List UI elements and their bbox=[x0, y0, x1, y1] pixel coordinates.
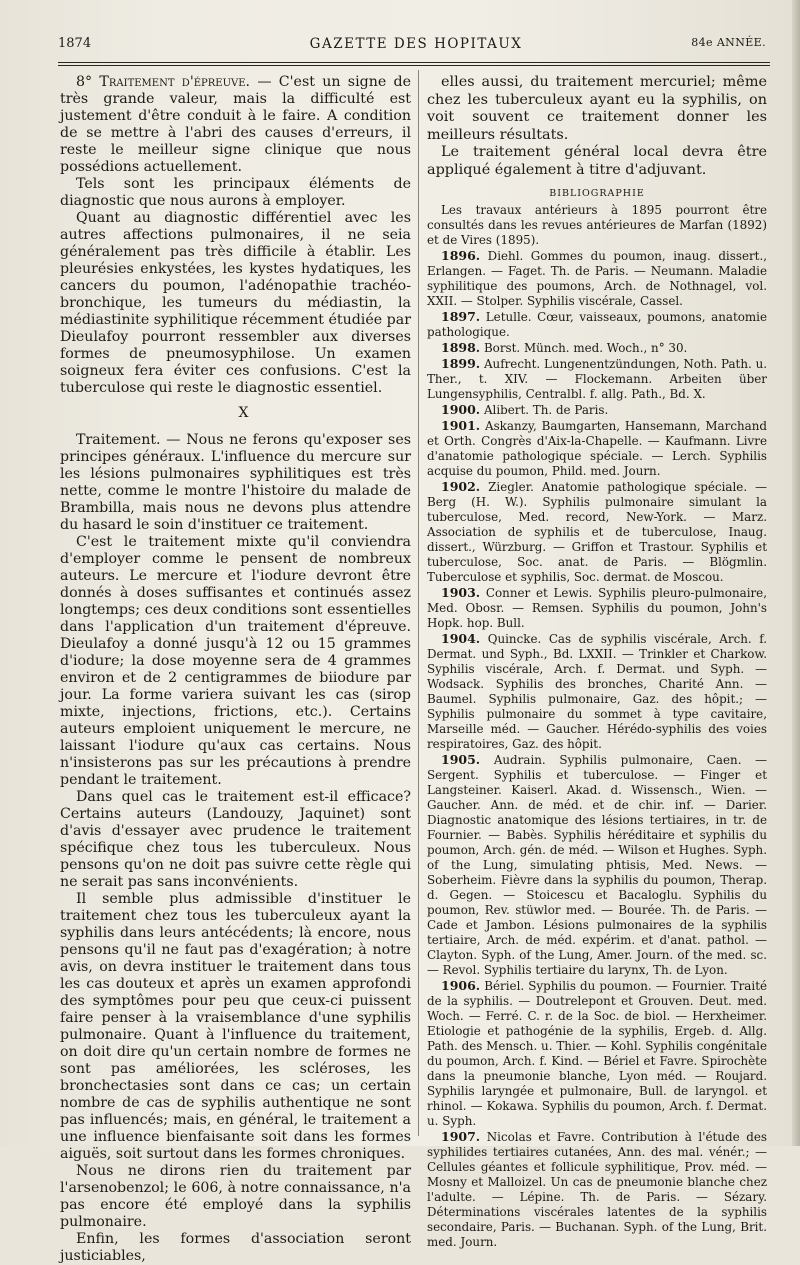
bibliography-year: 1900. bbox=[441, 402, 481, 417]
bibliography-year: 1904. bbox=[441, 631, 481, 646]
bibliography-text: Nicolas et Favre. Contribution à l'étude des syphilides tertiaires cutanées, Ann. des mal. vénér.; — Cellules géantes et follicule syphilitique, Prov. méd. — Mosny et Malloizel. Un cas de pneumonie blanche chez l'adulte. — Lépine. Th. de Paris. — Sézary. Déterminations viscérales latentes de la syphilis secondaire, Paris. — Buchanan. Syph. of the Lung, Brit. med. Journ. bbox=[427, 1130, 767, 1249]
bibliography-text: Diehl. Gommes du poumon, inaug. dissert., Erlangen. — Faget. Th. de Paris. — Neumann. Maladie syphilitique des poumons, Arch. de Nothnagel, vol. XXII. — Stolper. Syphilis viscérale, Cassel. bbox=[427, 249, 767, 308]
paragraph: Nous ne dirons rien du traitement par l'arsenobenzol; le 606, à notre connaissance, n'a pas encore été employé dans la syphilis pulmonaire. bbox=[60, 1163, 411, 1230]
bibliography-year: 1903. bbox=[441, 585, 481, 600]
year-label: 84e ANNÉE. bbox=[691, 36, 766, 49]
bibliography-text: Alibert. Th. de Paris. bbox=[483, 403, 609, 417]
bibliography-entry bbox=[427, 978, 767, 1129]
bibliography-text: Quincke. Cas de syphilis viscérale, Arch. f. Dermat. und Syph., Bd. LXXII. — Trinkler et Charkow. Syphilis viscérale, Arch. f. Dermat. und Syph. — Wodsack. Syphilis des bronches, Charité Ann. — Baumel. Syphilis pulmonaire, Gaz. des hôpit.; — Syphilis pulmonaire du sommet à type cavitaire, Marseille méd. — Gaucher. Hérédo-syphilis des voies respiratoires, Gaz. des hôpit. bbox=[427, 632, 767, 751]
bibliography-text: Bériel. Syphilis du poumon. — Fournier. Traité de la syphilis. — Doutrelepont et Grouven. Deut. med. Woch. — Ferré. C. r. de la Soc. de biol. — Herxheimer. Etiologie et pathogénie de la syphilis, Ergeb. d. Allg. Path. des Mensch. u. Thier. — Kohl. Syphilis congénitale du poumon, Arch. f. Kind. — Bériel et Favre. Spirochète dans la pneumonie blanche, Lyon méd. — Roujard. Syphilis laryngée et pulmonaire, Bull. de laryngol. et rhinol. — Kokawa. Syphilis du poumon, Arch. f. Dermat. u. Syph. bbox=[427, 979, 768, 1128]
bibliography-entry bbox=[427, 631, 767, 752]
bibliography-entry bbox=[427, 402, 767, 418]
paragraph-lead: Traitement. bbox=[76, 432, 161, 448]
header-rule-bottom bbox=[58, 65, 770, 66]
right-column bbox=[427, 74, 767, 1250]
paragraph: Quant au diagnostic différentiel avec les autres affections pulmonaires, il ne seia généralement pas très difficile à établir. Les pleurésies enkystées, les kystes hydatiques, les cancers du poumon, l'adénopathie trachéo-bronchique, les tumeurs du médiastin, la médiastinite syphilitique récemment étudiée par Dieulafoy pourront ressembler aux diverses formes de pneumosyphilose. Un examen soigneux fera éviter ces confusions. C'est la tuberculose qui reste le diagnostic essentiel. bbox=[60, 210, 411, 396]
left-column bbox=[60, 74, 411, 1265]
bibliography-text: Letulle. Cœur, vaisseaux, poumons, anatomie pathologique. bbox=[427, 310, 767, 339]
bibliography-text: Audrain. Syphilis pulmonaire, Caen. — Sergent. Syphilis et tuberculose. — Finger et Langsteiner. Kaiserl. Akad. d. Wissensch., Wien. — Gaucher. Ann. de méd. et de chir. inf. — Darier. Diagnostic anatomique des lésions tertiaires, in tr. de Fournier. — Babès. Syphilis héréditaire et syphilis du poumon, Arch. gén. de méd. — Wilson et Hughes. Syph. of the Lung, simulating phtisis, Med. News. — Soberheim. Fièvre dans la syphilis du poumon, Therap. d. Gegen. — Stoicescu et Bacaloglu. Syphilis du poumon, Rev. stüwlor med. — Bourée. Th. de Paris. — Cade et Jambon. Lésions pulmonaires de la syphilis tertiaire, Arch. de méd. expérim. et d'anat. pathol. — Clayton. Syph. of the Lung, Amer. Journ. of the med. sc. — Revol. Syphilis tertiaire du larynx, Th. de Lyon. bbox=[427, 753, 768, 977]
bibliography-text: Conner et Lewis. Syphilis pleuro-pulmonaire, Med. Obosr. — Remsen. Syphilis du poumon, John's Hopk. hop. Bull. bbox=[427, 586, 768, 630]
bibliography-year: 1905. bbox=[441, 752, 481, 767]
bibliography-entry bbox=[427, 248, 767, 309]
bibliography-text: Askanzy, Baumgarten, Hansemann, Marchand et Orth. Congrès d'Aix-la-Chapelle. — Kaufmann. Livre d'anatomie pathologique spéciale. — Lerch. Syphilis acquise du poumon, Phild. med. Journ. bbox=[427, 419, 768, 478]
bibliography-year: 1899. bbox=[441, 356, 481, 371]
paragraph-text: — C'est un signe de très grande valeur, mais la difficulté est justement d'être conduit à le faire. A condition de se mettre à l'abri des causes d'erreurs, il reste le meilleur signe clinique que nous possédions actuellement. bbox=[60, 74, 411, 175]
bibliography-entry bbox=[427, 340, 767, 356]
paragraph: Tels sont les principaux éléments de diagnostic que nous aurons à employer. bbox=[60, 176, 411, 209]
bibliography-text: Aufrecht. Lungenentzündungen, Noth. Path. u. Ther., t. XIV. — Flockemann. Arbeiten über Lungensyphilis, Centralbl. f. allg. Path., Bd. X. bbox=[427, 357, 768, 401]
page-header bbox=[58, 36, 774, 56]
bibliography-text: Borst. Münch. med. Woch., n° 30. bbox=[483, 341, 688, 355]
bibliography-year: 1907. bbox=[441, 1129, 481, 1144]
paragraph: Enfin, les formes d'association seront justiciables, bbox=[60, 1231, 411, 1264]
bibliography-text: Ziegler. Anatomie pathologique spéciale. — Berg (H. W.). Syphilis pulmonaire simulant la tuberculose, Med. record, New-York. — Marz. Association de syphilis et de tuberculose, Inaug. dissert., Würzburg. — Griffon et Trastour. Syphilis et tuberculose, Soc. anat. de Paris. — Blögmlin. Tuberculose et syphilis, Soc. dermat. de Moscou. bbox=[427, 480, 767, 584]
paragraph-lead: 8° Traitement d'épreuve. bbox=[76, 74, 251, 90]
bibliography-heading: BIBLIOGRAPHIE bbox=[549, 188, 645, 199]
paragraph-text: — Nous ne ferons qu'exposer ses principes généraux. L'influence du mercure sur les lésions pulmonaires syphilitiques est très nette, comme le montre l'histoire du malade de Brambilla, mais nous ne devons plus attendre du hasard le soin d'instituer ce traitement. bbox=[60, 432, 411, 533]
page-edge bbox=[792, 0, 800, 1146]
bibliography-entry bbox=[427, 309, 767, 340]
bibliography-year: 1898. bbox=[441, 340, 481, 355]
bibliography-entry bbox=[427, 418, 767, 479]
paragraph: elles aussi, du traitement mercuriel; même chez les tuberculeux ayant eu la syphilis, on voit souvent ce traitement donner les meilleurs résultats. bbox=[427, 74, 767, 143]
bibliography-year: 1896. bbox=[441, 248, 481, 263]
bibliography-entry bbox=[427, 585, 767, 631]
paragraph bbox=[60, 432, 411, 534]
paragraph: Il semble plus admissible d'instituer le traitement chez tous les tuberculeux ayant la syphilis dans leurs antécédents; là encore, nous pensons qu'il ne faut pas d'exagération; à notre avis, on devra instituer le traitement dans tous les cas douteux et après un examen approfondi des symptômes pour peu que ceux-ci puissent faire penser à la vraisemblance d'une syphilis pulmonaire. Quant à l'influence du traitement, on doit dire qu'un certain nombre de formes ne sont pas améliorées, les scléroses, les bronchectasies sont dans ce cas; un certain nombre de cas de syphilis authentique ne sont pas influencés; mais, en général, le traitement a une influence bienfaisante soit dans les formes aiguës, soit surtout dans les formes chroniques. bbox=[60, 891, 411, 1162]
bibliography-entry bbox=[427, 479, 767, 585]
page-number: 1874 bbox=[58, 36, 92, 51]
bibliography-list bbox=[427, 248, 767, 1250]
bibliography-intro: Les travaux antérieurs à 1895 pourront être consultés dans les revues antérieures de Marfan (1892) et de Vires (1895). bbox=[427, 203, 767, 247]
paragraph bbox=[60, 74, 411, 176]
bibliography-entry bbox=[427, 1129, 767, 1250]
journal-title: GAZETTE DES HOPITAUX bbox=[309, 36, 523, 52]
bibliography-year: 1897. bbox=[441, 309, 481, 324]
bibliography-year: 1906. bbox=[441, 978, 481, 993]
bibliography-year: 1901. bbox=[441, 418, 481, 433]
section-number: X bbox=[238, 405, 249, 421]
bibliography-year: 1902. bbox=[441, 479, 481, 494]
bibliography-entry bbox=[427, 752, 767, 978]
header-rule-top bbox=[58, 62, 770, 63]
paragraph: C'est le traitement mixte qu'il conviendra d'employer comme le pensent de nombreux auteurs. Le mercure et l'iodure devront être donnés à doses suffisantes et continués assez longtemps; ces deux conditions sont essentielles dans l'application d'un traitement d'épreuve. Dieulafoy a donné jusqu'à 12 ou 15 grammes d'iodure; la dose moyenne sera de 4 grammes environ et de 2 centigrammes de biiodure par jour. La forme variera suivant les cas (sirop mixte, injections, frictions, etc.). Certains auteurs emploient uniquement le mercure, ne laissant l'iodure qu'aux cas certains. Nous n'insisterons pas sur les précautions à prendre pendant le traitement. bbox=[60, 534, 411, 788]
bibliography-entry bbox=[427, 356, 767, 402]
column-divider bbox=[418, 70, 419, 1136]
paragraph: Le traitement général local devra être appliqué également à titre d'adjuvant. bbox=[427, 144, 767, 178]
paragraph: Dans quel cas le traitement est-il efficace? Certains auteurs (Landouzy, Jaquinet) sont d'avis d'essayer avec prudence le traitement spécifique chez tous les tuberculeux. Nous pensons qu'on ne doit pas suivre cette règle qui ne serait pas sans inconvénients. bbox=[60, 789, 411, 890]
